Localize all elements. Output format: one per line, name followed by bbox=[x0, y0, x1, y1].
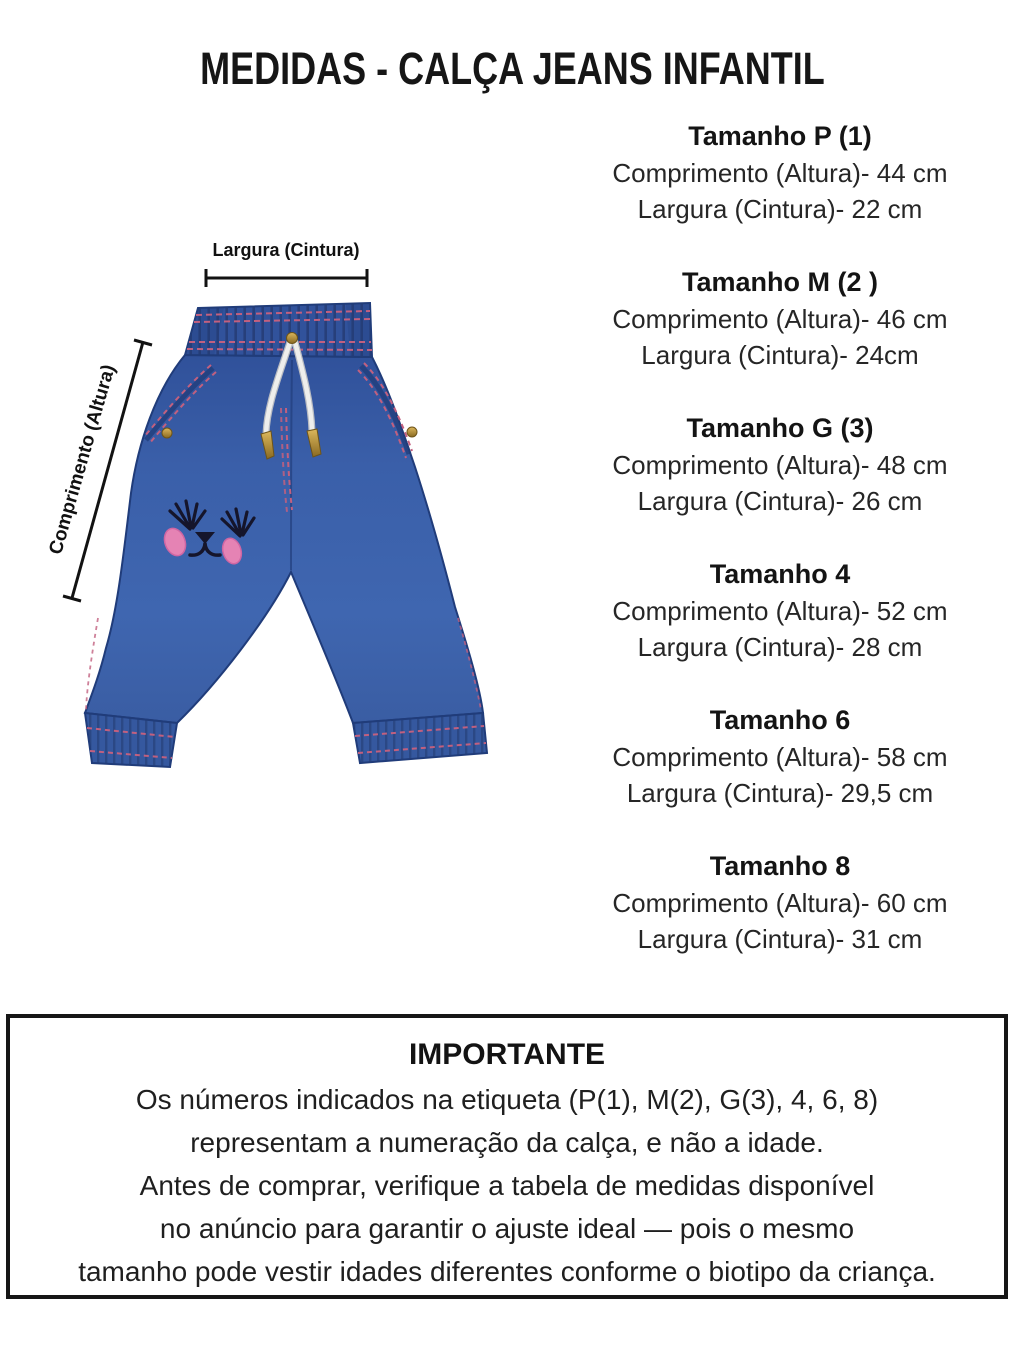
size-length: Comprimento (Altura)- 52 cm bbox=[612, 596, 948, 626]
size-length: Comprimento (Altura)- 46 cm bbox=[612, 304, 948, 334]
size-name: Tamanho 4 bbox=[709, 559, 851, 589]
important-line: no anúncio para garantir o ajuste ideal — pois o mesmo bbox=[159, 1213, 855, 1244]
waist-label: Largura (Cintura) bbox=[212, 240, 360, 260]
page-title-text: MEDIDAS - CALÇA JEANS INFANTIL bbox=[199, 43, 825, 94]
rivet-left bbox=[162, 428, 172, 438]
size-name: Tamanho P (1) bbox=[688, 121, 872, 151]
size-block-8 bbox=[548, 848, 1012, 957]
size-width: Largura (Cintura)- 24cm bbox=[641, 340, 919, 370]
waistband bbox=[185, 303, 372, 357]
important-text bbox=[10, 1078, 1004, 1293]
size-block-6 bbox=[548, 702, 1012, 811]
size-block-p1 bbox=[548, 118, 1012, 227]
size-block-m2 bbox=[548, 264, 1012, 373]
important-line: Os números indicados na etiqueta (P(1), M(2), G(3), 4, 6, 8) bbox=[135, 1084, 879, 1115]
important-line: Antes de comprar, verifique a tabela de medidas disponível bbox=[139, 1170, 875, 1201]
important-line: representam a numeração da calça, e não a idade. bbox=[190, 1127, 824, 1158]
size-width: Largura (Cintura)- 29,5 cm bbox=[626, 778, 934, 808]
size-width: Largura (Cintura)- 26 cm bbox=[637, 486, 923, 516]
waist-measure-line bbox=[206, 269, 367, 287]
size-length: Comprimento (Altura)- 58 cm bbox=[612, 742, 948, 772]
size-name: Tamanho 8 bbox=[709, 851, 851, 881]
size-length: Comprimento (Altura)- 60 cm bbox=[612, 888, 948, 918]
jeans-diagram bbox=[0, 230, 560, 810]
size-width: Largura (Cintura)- 31 cm bbox=[637, 924, 923, 954]
height-label: Comprimento (Altura) bbox=[45, 362, 120, 557]
size-length: Comprimento (Altura)- 48 cm bbox=[612, 450, 948, 480]
size-name: Tamanho G (3) bbox=[686, 413, 874, 443]
page-title bbox=[0, 43, 1024, 94]
size-guide bbox=[548, 118, 1012, 994]
important-line: tamanho pode vestir idades diferentes conforme o biotipo da criança. bbox=[78, 1256, 936, 1287]
rivet-right bbox=[407, 427, 417, 437]
left-cuff bbox=[85, 713, 177, 767]
size-block-4 bbox=[548, 556, 1012, 665]
size-name: Tamanho 6 bbox=[709, 705, 851, 735]
size-block-g3 bbox=[548, 410, 1012, 519]
size-width: Largura (Cintura)- 22 cm bbox=[637, 194, 923, 224]
right-cuff bbox=[353, 713, 487, 763]
important-box bbox=[6, 1014, 1008, 1299]
size-name: Tamanho M (2 ) bbox=[681, 267, 878, 297]
size-length: Comprimento (Altura)- 44 cm bbox=[612, 158, 948, 188]
size-width: Largura (Cintura)- 28 cm bbox=[637, 632, 923, 662]
jeans-photo bbox=[63, 303, 493, 768]
important-title: IMPORTANTE bbox=[408, 1038, 606, 1071]
